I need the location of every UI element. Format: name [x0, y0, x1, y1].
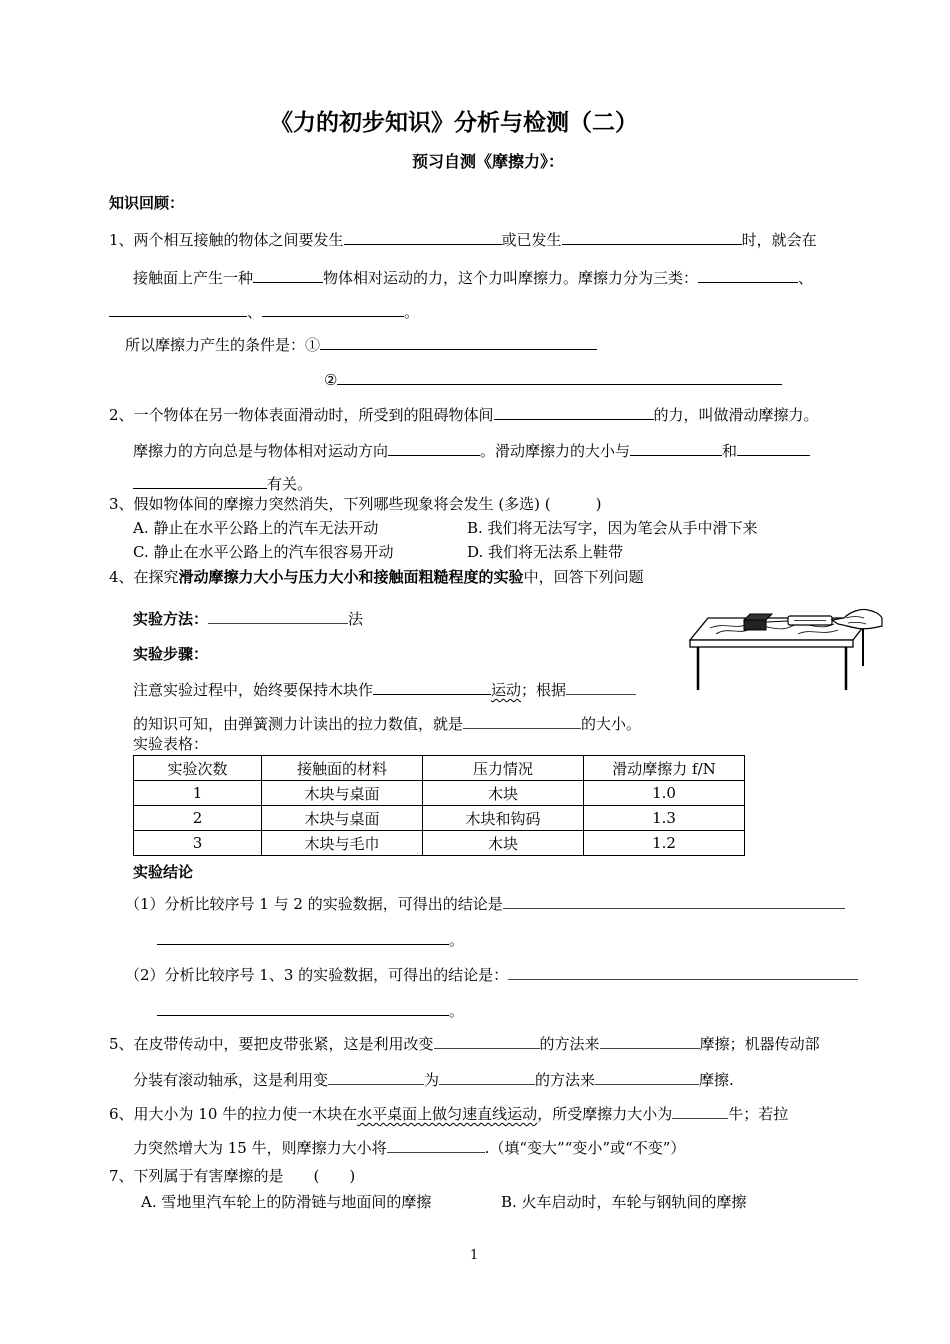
- q1-line4: [125, 333, 597, 355]
- q1-blank-2[interactable]: [562, 228, 742, 245]
- q1-line1: [109, 228, 817, 250]
- table-cell: 木块与桌面: [262, 781, 423, 806]
- q4-conclusion-text: 。: [449, 931, 465, 949]
- q3-option-b[interactable]: B. 我们将无法写字，因为笔会从手中滑下来: [467, 519, 758, 537]
- q5-text: 分装有滚动轴承，这是利用变: [133, 1071, 329, 1089]
- q2-line2: [133, 439, 810, 461]
- q1-text: 。: [404, 303, 420, 321]
- q1-blank-3[interactable]: [253, 266, 323, 283]
- table-row: [134, 806, 745, 831]
- section-review-heading: 知识回顾：: [109, 194, 185, 212]
- q4-table-label: 实验表格：: [133, 735, 209, 753]
- q1-text: 物体相对运动的力，这个力叫摩擦力。摩擦力分为三类：: [323, 269, 699, 287]
- q1-text: 、: [798, 269, 814, 287]
- q2-text: 的力，叫做滑动摩擦力。: [653, 406, 819, 424]
- table-cell: 木块和钩码: [423, 806, 584, 831]
- q5-text: 的方法来: [539, 1035, 600, 1053]
- q4-steps-blank-3[interactable]: [463, 712, 581, 729]
- q4-steps-text: 的大小。: [581, 715, 642, 733]
- q2-blank-5[interactable]: [133, 472, 267, 489]
- table-cell: 木块与桌面: [262, 806, 423, 831]
- q5-text: 摩擦.: [699, 1071, 734, 1089]
- q2-text: 。滑动摩擦力的大小与: [480, 442, 631, 460]
- table-cell: 木块与毛巾: [262, 831, 423, 856]
- table-cell: 1.0: [584, 781, 745, 806]
- table-cell: 1.2: [584, 831, 745, 856]
- q6-text: 力突然增大为 15 牛，则摩擦力大小将: [133, 1139, 387, 1157]
- q1-text: 1、两个相互接触的物体之间要发生: [109, 231, 344, 249]
- q4-conclusion2-line2: [157, 999, 464, 1021]
- q4-conclusion-text: （1）分析比较序号 1 与 2 的实验数据，可得出的结论是: [125, 895, 503, 913]
- q3-option-c[interactable]: C. 静止在水平公路上的汽车很容易开动: [133, 543, 394, 561]
- q2-text: 有关。: [267, 475, 313, 493]
- q5-text: 的方法来: [535, 1071, 596, 1089]
- table-header: 压力情况: [423, 756, 584, 781]
- q6-wavy: 水平桌面上做匀速直线运动: [357, 1105, 538, 1123]
- q7-stem: 7、下列属于有害摩擦的是 ( ): [109, 1167, 356, 1185]
- q1-blank-8[interactable]: [337, 368, 782, 385]
- q6-blank-1[interactable]: [672, 1102, 728, 1119]
- q1-text: 时，就会在: [741, 231, 817, 249]
- q4-conclusion1-blank-2[interactable]: [157, 928, 449, 945]
- q4-conclusion2-blank-2[interactable]: [157, 999, 449, 1016]
- q1-blank-4[interactable]: [698, 266, 798, 283]
- q3-stem: 3、假如物体间的摩擦力突然消失，下列哪些现象将会发生 (多选) ( ): [109, 495, 602, 513]
- experiment-table: [133, 755, 745, 856]
- q1-blank-5[interactable]: [109, 300, 247, 317]
- table-cell: 3: [134, 831, 262, 856]
- table-cell: 2: [134, 806, 262, 831]
- q1-text: 所以摩擦力产生的条件是：①: [125, 336, 321, 354]
- q4-method-suffix: 法: [348, 610, 364, 628]
- q2-text: 和: [722, 442, 738, 460]
- table-cell: 木块: [423, 781, 584, 806]
- q6-line1: [109, 1102, 788, 1124]
- q6-text: 6、用大小为 10 牛的拉力使一木块在: [109, 1105, 358, 1123]
- q2-blank-2[interactable]: [388, 439, 480, 456]
- table-edge: [690, 640, 853, 647]
- q5-blank-3[interactable]: [328, 1068, 424, 1085]
- q5-blank-1[interactable]: [434, 1032, 540, 1049]
- q4-conclusion-text: 。: [449, 1002, 465, 1020]
- q6-text: 牛；若拉: [728, 1105, 789, 1123]
- q1-blank-1[interactable]: [344, 228, 502, 245]
- q3-option-d[interactable]: D. 我们将无法系上鞋带: [467, 543, 624, 561]
- q1-line3: [109, 300, 419, 322]
- q5-line1: [109, 1032, 820, 1054]
- table-header-row: [134, 756, 745, 781]
- q1-blank-7[interactable]: [320, 333, 597, 350]
- q6-text: .（填“变大”“变小”或“不变”）: [484, 1139, 686, 1157]
- q4-stem: [109, 567, 644, 587]
- q5-line2: [133, 1068, 734, 1090]
- q4-steps-text: ；根据: [521, 681, 567, 699]
- table-header: 滑动摩擦力 f/N: [584, 756, 745, 781]
- q5-blank-4[interactable]: [439, 1068, 535, 1085]
- q4-conclusion1-line2: [157, 928, 464, 950]
- q2-text: 2、一个物体在另一物体表面滑动时，所受到的阻碍物体间: [109, 406, 494, 424]
- table-cell: 木块: [423, 831, 584, 856]
- table-header: 接触面的材料: [262, 756, 423, 781]
- wood-block: [744, 620, 766, 630]
- q5-blank-5[interactable]: [595, 1068, 699, 1085]
- q4-steps-line2: [133, 712, 641, 734]
- q4-method: [133, 607, 363, 629]
- table-row: [134, 831, 745, 856]
- q1-line5: [324, 368, 782, 390]
- q4-stem-text: 4、在探究: [109, 568, 179, 586]
- q4-stem-bold: 滑动摩擦力大小与压力大小和接触面粗糙程度的实验: [178, 568, 524, 586]
- q7-option-a[interactable]: A. 雪地里汽车轮上的防滑链与地面间的摩擦: [141, 1193, 432, 1211]
- q4-method-blank[interactable]: [208, 607, 348, 624]
- q1-text: ②: [324, 371, 338, 389]
- page-subtitle: 预习自测《摩擦力》：: [412, 152, 565, 171]
- q2-blank-3[interactable]: [630, 439, 722, 456]
- q4-conclusion-label: 实验结论: [133, 863, 194, 881]
- q2-line1: [109, 403, 819, 425]
- q4-conclusion-text: （2）分析比较序号 1、3 的实验数据，可得出的结论是：: [125, 966, 509, 984]
- q1-text: 或已发生: [501, 231, 562, 249]
- q5-text: 摩擦；机器传动部: [699, 1035, 820, 1053]
- q6-blank-2[interactable]: [387, 1136, 485, 1153]
- q4-steps-blank-1[interactable]: [373, 678, 491, 695]
- table-cell: 1: [134, 781, 262, 806]
- q4-conclusion1: [125, 892, 845, 914]
- q1-text: 接触面上产生一种: [133, 269, 254, 287]
- q4-steps-label: 实验步骤：: [133, 645, 209, 663]
- page-title: 《力的初步知识》分析与检测（二）: [270, 110, 638, 136]
- q6-line2: [133, 1136, 685, 1158]
- q4-steps-text: 的知识可知，由弹簧测力计读出的拉力数值，就是: [133, 715, 464, 733]
- q2-blank-4[interactable]: [737, 439, 810, 456]
- experiment-illustration: [688, 604, 883, 692]
- table-header: 实验次数: [134, 756, 262, 781]
- q4-method-label: 实验方法：: [133, 610, 209, 628]
- q5-text: 5、在皮带传动中，要把皮带张紧，这是利用改变: [109, 1035, 434, 1053]
- q1-blank-6[interactable]: [262, 300, 404, 317]
- q1-text: 、: [247, 303, 263, 321]
- q6-text: ，所受摩擦力大小为: [537, 1105, 673, 1123]
- q4-conclusion2-blank-1[interactable]: [508, 963, 858, 980]
- table-cell: 1.3: [584, 806, 745, 831]
- q1-line2: [133, 266, 813, 288]
- q4-conclusion1-blank-1[interactable]: [503, 892, 845, 909]
- q2-blank-1[interactable]: [494, 403, 654, 420]
- q2-line3: [133, 472, 312, 494]
- q2-text: 摩擦力的方向总是与物体相对运动方向: [133, 442, 389, 460]
- q4-steps-text: 注意实验过程中，始终要保持木块作: [133, 681, 374, 699]
- page-number: 1: [470, 1248, 479, 1263]
- q5-text: 为: [424, 1071, 440, 1089]
- q5-blank-2[interactable]: [600, 1032, 700, 1049]
- q4-steps-blank-2[interactable]: [566, 678, 636, 695]
- q4-conclusion2: [125, 963, 858, 985]
- q4-steps-line1: [133, 678, 636, 700]
- q3-option-a[interactable]: A. 静止在水平公路上的汽车无法开动: [133, 519, 379, 537]
- table-row: [134, 781, 745, 806]
- q7-option-b[interactable]: B. 火车启动时，车轮与钢轨间的摩擦: [501, 1193, 747, 1211]
- q4-steps-wavy: 运动: [491, 681, 522, 699]
- q4-stem-text: 中，回答下列问题: [523, 568, 644, 586]
